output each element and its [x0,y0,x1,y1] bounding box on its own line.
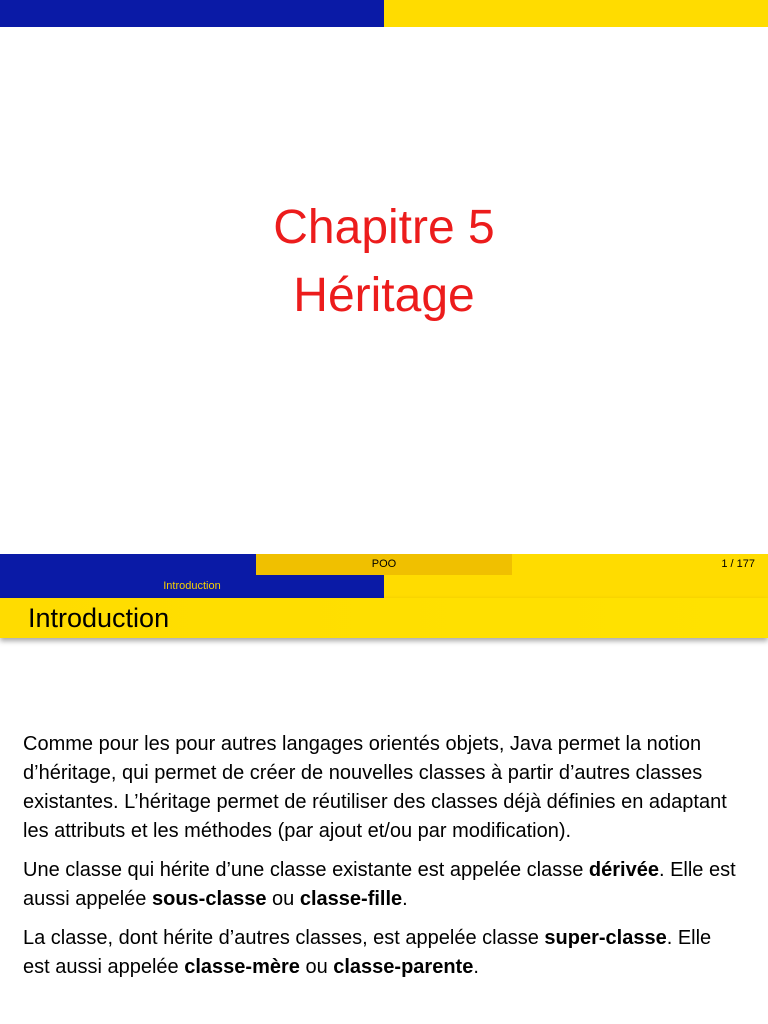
footer-course-title: POO [256,554,512,575]
frame-title: Introduction [28,603,170,633]
frame-title-bar [0,598,768,638]
term-classe-fille: classe-fille [299,888,403,910]
header-blue-block [0,0,384,27]
paragraph-3-text: . [473,956,479,978]
section-bar-right [384,575,768,598]
footer-left-block [0,554,256,575]
footer-page-number: 1 / 177 [512,554,768,575]
term-derivee: dérivée [588,859,659,881]
chapter-title [0,194,768,330]
paragraph-3-text: La classe, dont hérite d’autres classes, est appelée classe [23,927,545,949]
paragraph-1: Comme pour les pour autres langages orientés objets, Java permet la notion d’héritage, qui permet de créer de nouvelles classes à partir d’autres classes existantes. L’héritage permet de réutiliser des classes déjà définies en adaptant les attributs et les méthodes (par ajout et/ou par modification). [23,733,727,842]
term-classe-parente: classe-parente [333,956,474,978]
term-sous-classe: sous-classe [151,888,267,910]
paragraph-2-text: ou [266,888,300,910]
header-bar [0,0,768,27]
chapter-number: Chapitre 5 [273,201,495,254]
paragraph-2-text: Une classe qui hérite d’une classe existante est appelée classe [23,859,589,881]
paragraph-2 [23,856,743,914]
section-link-introduction[interactable]: Introduction [0,575,384,598]
header-yellow-block [384,0,768,27]
term-classe-mere: classe-mère [184,956,300,978]
section-navigation-bar [0,575,768,598]
paragraph-3 [23,924,743,982]
paragraph-2-text: . [402,888,408,910]
paragraph-2-text: . Elle est aussi appelée [23,859,736,910]
term-super-classe: super-classe [544,927,667,949]
slide-body [23,730,743,992]
chapter-name: Héritage [293,269,475,322]
slide-footer [0,554,768,575]
paragraph-3-text: . Elle est aussi appelée [23,927,712,978]
paragraph-3-text: ou [299,956,334,978]
